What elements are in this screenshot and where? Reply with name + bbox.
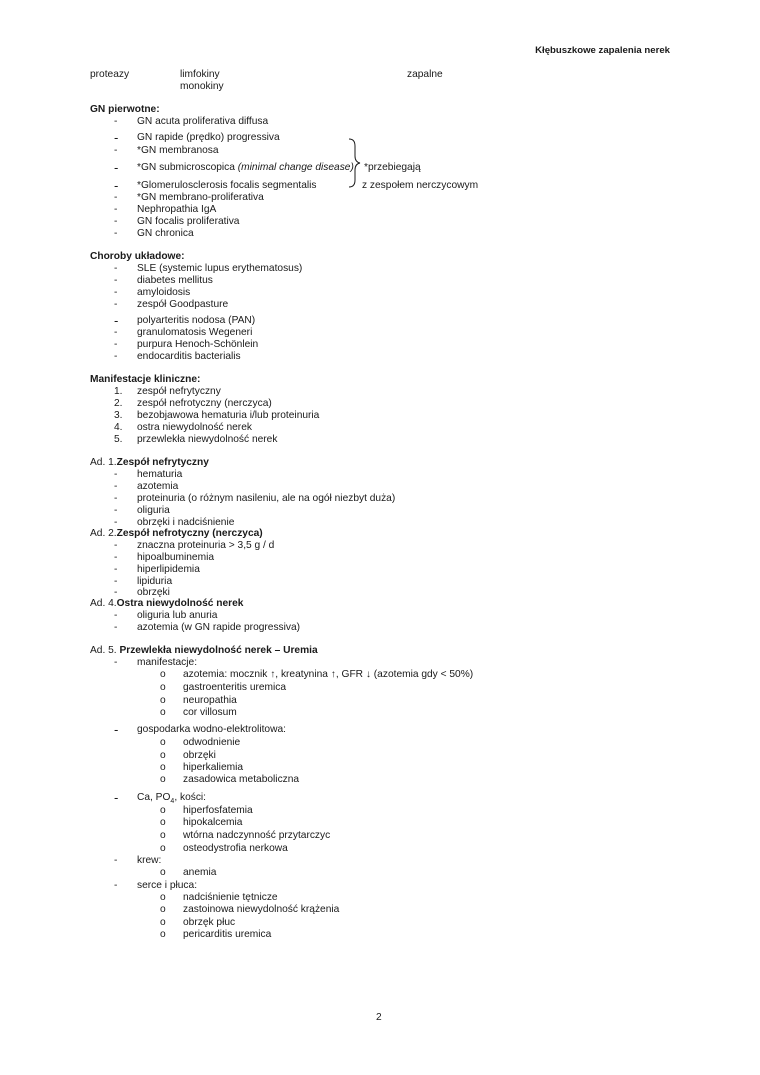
list-item: oliguria lub anuria <box>137 610 218 621</box>
dash-marker: - <box>114 540 118 551</box>
list-item: lipiduria <box>137 576 173 587</box>
list-item: odwodnienie <box>183 737 241 748</box>
intro-zapalne: zapalne <box>407 69 443 80</box>
intro-proteazy: proteazy <box>90 69 130 80</box>
list-item: amyloidosis <box>137 287 191 298</box>
dash-marker: - <box>114 275 118 286</box>
ad-title: Przewlekła niewydolność nerek – Uremia <box>119 645 318 656</box>
list-item: GN acuta proliferativa diffusa <box>137 116 269 127</box>
dash-marker: - <box>114 327 118 338</box>
section-heading-systemic: Choroby układowe: <box>90 251 185 262</box>
list-item: anemia <box>183 867 217 878</box>
dash-marker: - <box>114 204 118 215</box>
intro-limfokiny: limfokiny <box>180 69 220 80</box>
dash-marker: - <box>114 564 118 575</box>
list-item: oliguria <box>137 505 170 516</box>
dash-marker: - <box>114 722 119 737</box>
dash-marker: - <box>114 552 118 563</box>
list-item: zespół Goodpasture <box>137 299 229 310</box>
bullet-marker: o <box>160 774 166 785</box>
group-label: krew: <box>137 855 162 866</box>
bullet-marker: o <box>160 737 166 748</box>
list-item: przewlekła niewydolność nerek <box>137 434 278 445</box>
list-item: purpura Henoch-Schönlein <box>137 339 259 350</box>
dash-marker: - <box>114 130 119 145</box>
dash-marker: - <box>114 622 118 633</box>
bullet-marker: o <box>160 707 166 718</box>
list-number: 3. <box>114 410 123 421</box>
section-heading-clinical: Manifestacje kliniczne: <box>90 374 201 385</box>
list-item: neuropathia <box>183 695 237 706</box>
bullet-marker: o <box>160 867 166 878</box>
list-item: hiperlipidemia <box>137 564 200 575</box>
list-number: 4. <box>114 422 123 433</box>
list-item: obrzęk płuc <box>183 917 236 928</box>
ad2-heading <box>90 528 263 540</box>
dash-marker: - <box>114 610 118 621</box>
list-item: azotemia <box>137 481 179 492</box>
ad1-heading <box>90 457 209 469</box>
list-item: endocarditis bacterialis <box>137 351 241 362</box>
list-item: proteinuria (o różnym nasileniu, ale na ogół niezbyt duża) <box>137 493 396 504</box>
dash-marker: - <box>114 469 118 480</box>
bullet-marker: o <box>160 843 166 854</box>
list-item: hipoalbuminemia <box>137 552 215 563</box>
bullet-marker: o <box>160 750 166 761</box>
list-item: hipokalcemia <box>183 817 243 828</box>
list-number: 5. <box>114 434 123 445</box>
page-header-title: Kłębuszkowe zapalenia nerek <box>535 45 670 56</box>
brace-note-2: z zespołem nerczycowym <box>362 180 479 191</box>
list-item: pericarditis uremica <box>183 929 272 940</box>
dash-marker: - <box>114 351 118 362</box>
ad-prefix: Ad. 4. <box>90 598 117 609</box>
bullet-marker: o <box>160 917 166 928</box>
list-item: cor villosum <box>183 707 237 718</box>
bullet-marker: o <box>160 805 166 816</box>
dash-marker: - <box>114 160 119 175</box>
list-item: hiperfosfatemia <box>183 805 253 816</box>
list-item: obrzęki <box>137 587 170 598</box>
ad5-heading <box>90 645 318 657</box>
dash-marker: - <box>114 145 118 156</box>
list-item: bezobjawowa hematuria i/lub proteinuria <box>137 410 320 421</box>
dash-marker: - <box>114 313 119 328</box>
list-number: 2. <box>114 398 123 409</box>
list-item <box>137 162 354 174</box>
list-item: znaczna proteinuria > 3,5 g / d <box>137 540 275 551</box>
group-label: gospodarka wodno-elektrolitowa: <box>137 724 286 735</box>
list-item: gastroenteritis uremica <box>183 682 287 693</box>
group-label: manifestacje: <box>137 657 198 668</box>
list-item: granulomatosis Wegeneri <box>137 327 253 338</box>
list-item: *GN membrano-proliferativa <box>137 192 264 203</box>
ad-prefix: Ad. 1. <box>90 457 117 468</box>
bullet-marker: o <box>160 762 166 773</box>
bullet-marker: o <box>160 682 166 693</box>
list-item: diabetes mellitus <box>137 275 213 286</box>
list-item: zespół nefrotyczny (nerczyca) <box>137 398 272 409</box>
group-label-text: Ca, PO <box>137 792 171 803</box>
intro-monokiny: monokiny <box>180 81 224 92</box>
bullet-marker: o <box>160 695 166 706</box>
dash-marker: - <box>114 790 119 805</box>
ad-prefix: Ad. 2. <box>90 528 117 539</box>
italic-note: (minimal change disease) <box>237 162 354 173</box>
list-item: zastoinowa niewydolność krążenia <box>183 904 340 915</box>
bullet-marker: o <box>160 669 166 680</box>
list-item: nadciśnienie tętnicze <box>183 892 278 903</box>
bullet-marker: o <box>160 904 166 915</box>
dash-marker: - <box>114 339 118 350</box>
dash-marker: - <box>114 587 118 598</box>
list-item: obrzęki i nadciśnienie <box>137 517 235 528</box>
dash-marker: - <box>114 287 118 298</box>
list-item: wtórna nadczynność przytarczyc <box>183 830 331 841</box>
bullet-marker: o <box>160 830 166 841</box>
list-item: zasadowica metaboliczna <box>183 774 300 785</box>
list-item: hiperkaliemia <box>183 762 244 773</box>
list-item: SLE (systemic lupus erythematosus) <box>137 263 303 274</box>
section-heading-gn-primary: GN pierwotne: <box>90 104 160 115</box>
list-item: Nephropathia IgA <box>137 204 217 215</box>
subscript: 4 <box>170 798 175 806</box>
bullet-marker: o <box>160 892 166 903</box>
dash-marker: - <box>114 855 118 866</box>
dash-marker: - <box>114 216 118 227</box>
list-item: azotemia (w GN rapide progressiva) <box>137 622 301 633</box>
dash-marker: - <box>114 228 118 239</box>
dash-marker: - <box>114 493 118 504</box>
list-number: 1. <box>114 386 123 397</box>
list-item: zespół nefrytyczny <box>137 386 221 397</box>
group-label: serce i płuca: <box>137 880 198 891</box>
list-item: GN chronica <box>137 228 194 239</box>
page-number: 2 <box>376 1012 382 1023</box>
curly-brace-icon <box>344 137 364 189</box>
list-item: polyarteritis nodosa (PAN) <box>137 315 256 326</box>
list-item: ostra niewydolność nerek <box>137 422 252 433</box>
dash-marker: - <box>114 178 119 193</box>
dash-marker: - <box>114 299 118 310</box>
ad-title: Zespół nefrytyczny <box>116 457 209 468</box>
ad-prefix: Ad. 5. <box>90 645 120 656</box>
dash-marker: - <box>114 576 118 587</box>
list-item: obrzęki <box>183 750 216 761</box>
dash-marker: - <box>114 657 118 668</box>
list-item: azotemia: mocznik ↑, kreatynina ↑, GFR ↓ (azotemia gdy < 50%) <box>183 669 474 680</box>
ad-title: Ostra niewydolność nerek <box>116 598 244 609</box>
list-item: hematuria <box>137 469 183 480</box>
dash-marker: - <box>114 116 118 127</box>
brace-note-1: *przebiegają <box>364 162 421 173</box>
bullet-marker: o <box>160 817 166 828</box>
list-item-text: *GN submicroscopica <box>137 162 238 173</box>
dash-marker: - <box>114 481 118 492</box>
bullet-marker: o <box>160 929 166 940</box>
list-item: GN focalis proliferativa <box>137 216 240 227</box>
dash-marker: - <box>114 517 118 528</box>
ad-title: Zespół nefrotyczny (nerczyca) <box>116 528 263 539</box>
ad4-heading <box>90 598 243 610</box>
list-item: *Glomerulosclerosis focalis segmentalis <box>137 180 317 191</box>
dash-marker: - <box>114 880 118 891</box>
dash-marker: - <box>114 505 118 516</box>
list-item: GN rapide (prędko) progressiva <box>137 132 280 143</box>
list-item: osteodystrofia nerkowa <box>183 843 288 854</box>
dash-marker: - <box>114 192 118 203</box>
list-item: *GN membranosa <box>137 145 219 156</box>
group-label-text: , kości: <box>174 792 207 803</box>
dash-marker: - <box>114 263 118 274</box>
